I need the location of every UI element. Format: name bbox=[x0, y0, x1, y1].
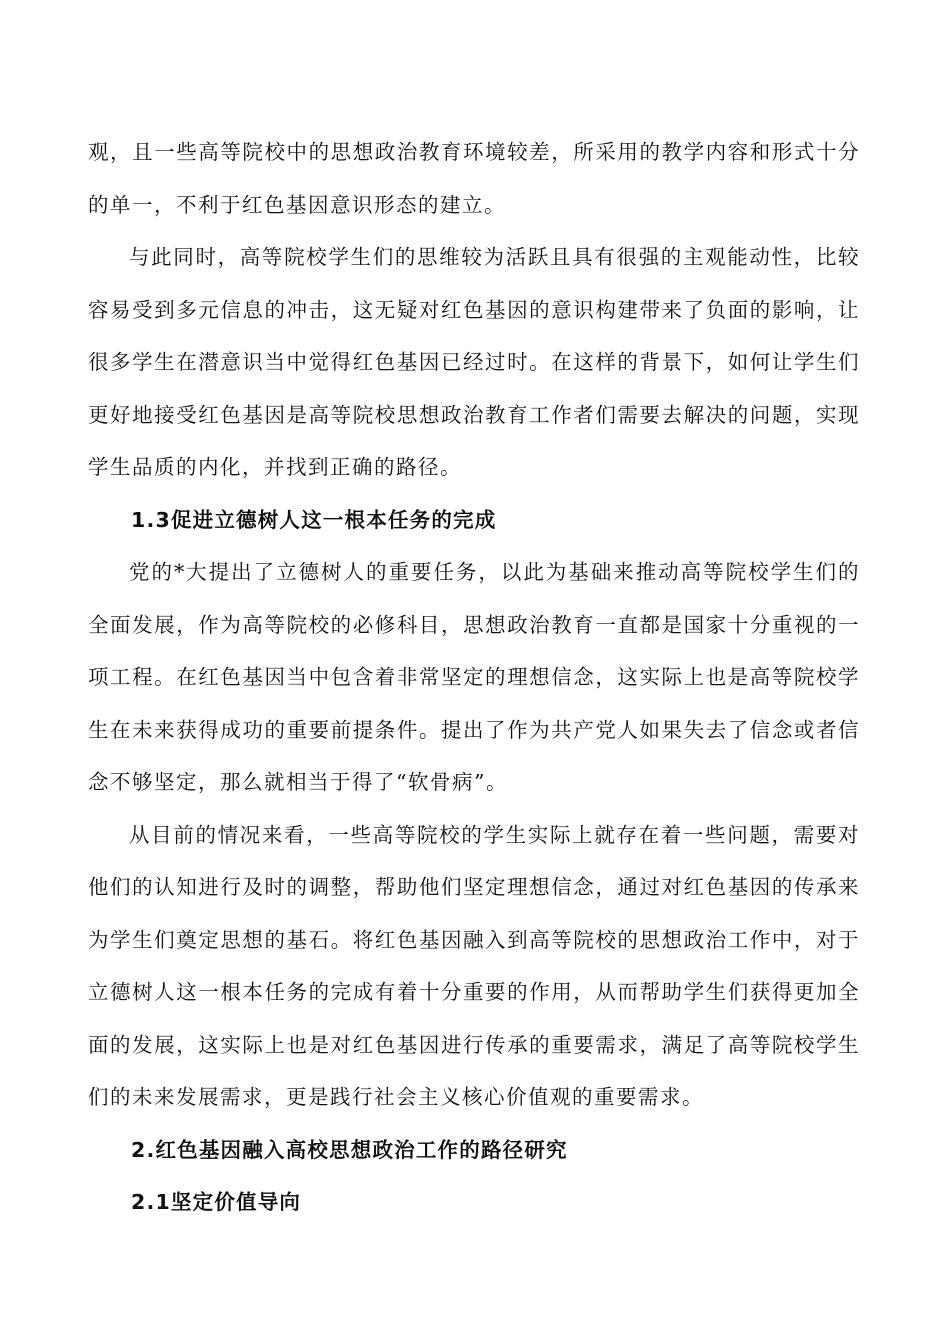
paragraph: 与此同时，高等院校学生们的思维较为活跃且具有很强的主观能动性，比较容易受到多元信息的冲击，这无疑对红色基因的意识构建带来了负面的影响，让很多学生在潜意识当中觉得红色基因已经过时。在这样的背景下，如何让学生们更好地接受红色基因是高等院校思想政治教育工作者们需要去解决的问题，实现学生品质的内化，并找到正确的路径。 bbox=[88, 245, 860, 479]
document-body bbox=[88, 126, 860, 1229]
paragraph: 从目前的情况来看，一些高等院校的学生实际上就存在着一些问题，需要对他们的认知进行及时的调整，帮助他们坚定理想信念，通过对红色基因的传承来为学生们奠定思想的基石。将红色基因融入到高等院校的思想政治工作中，对于立德树人这一根本任务的完成有着十分重要的作用，从而帮助学生们获得更加全面的发展，这实际上也是对红色基因进行传承的重要需求，满足了高等院校学生们的未来发展需求，更是践行社会主义核心价值观的重要需求。 bbox=[88, 822, 860, 1109]
paragraph-continued: 观，且一些高等院校中的思想政治教育环境较差，所采用的教学内容和形式十分的单一，不利于红色基因意识形态的建立。 bbox=[88, 140, 860, 217]
section-heading: 1.3促进立德树人这一根本任务的完成 bbox=[131, 507, 497, 532]
subsection-heading: 2.1坚定价值导向 bbox=[131, 1190, 302, 1214]
section-heading: 2.红色基因融入高校思想政治工作的路径研究 bbox=[131, 1137, 568, 1162]
paragraph: 党的*大提出了立德树人的重要任务，以此为基础来推动高等院校学生们的全面发展，作为高等院校的必修科目，思想政治教育一直都是国家十分重视的一项工程。在红色基因当中包含着非常坚定的理想信念，这实际上也是高等院校学生在未来获得成功的重要前提条件。提出了作为共产党人如果失去了信念或者信念不够坚定，那么就相当于得了“软骨病”。 bbox=[88, 560, 860, 794]
